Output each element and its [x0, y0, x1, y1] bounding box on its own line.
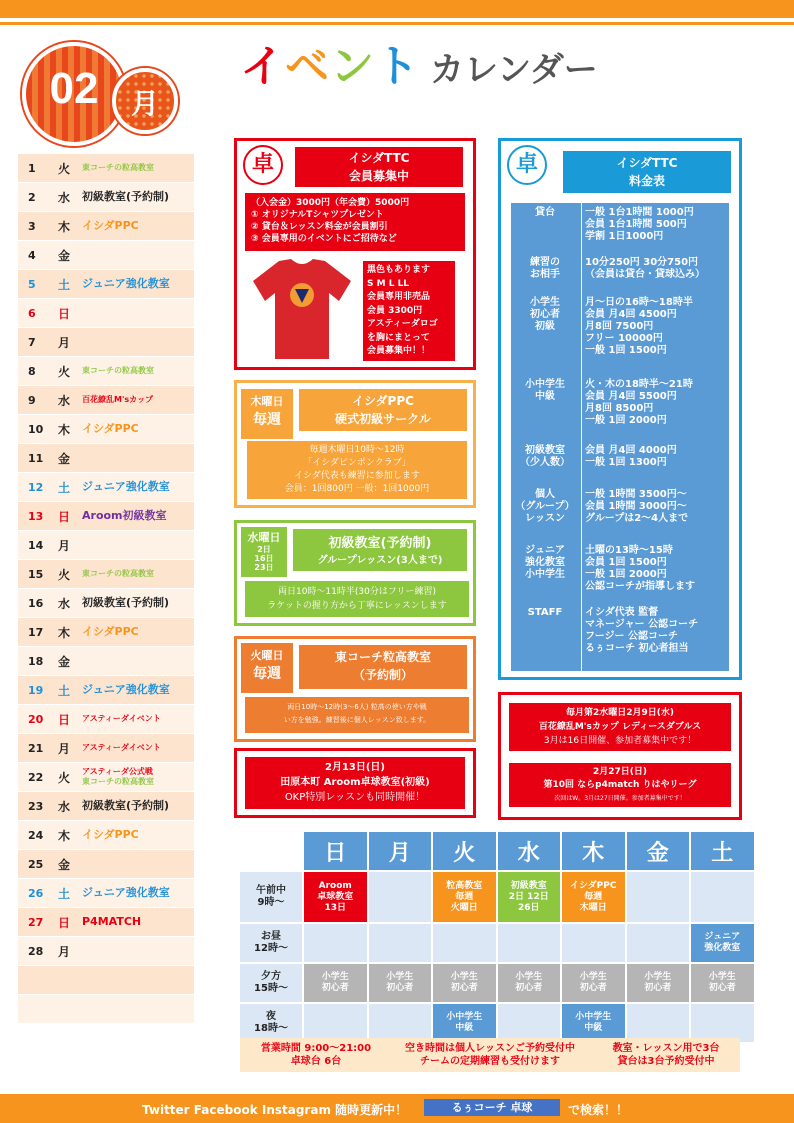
- event-label: イシダPPC: [82, 422, 139, 435]
- day-of-week: 木: [57, 828, 70, 843]
- calendar-day-row: [18, 647, 194, 676]
- beginner-tag: 水曜日 2日 16日 23日: [241, 527, 287, 577]
- free-time-note: 空き時間は個人レッスンご予約受付中: [405, 1043, 575, 1054]
- day-number: 16: [28, 596, 44, 610]
- day-number: 17: [28, 625, 44, 639]
- fee-line: グループは2～4人まで: [585, 513, 689, 524]
- event-label: 百花繚乱M'sカップ: [82, 395, 154, 404]
- day-event: [76, 801, 194, 811]
- calendar-day-row: [18, 386, 194, 415]
- fee-details: [585, 607, 727, 655]
- calendar-day-row: [18, 850, 194, 879]
- schedule-time-label: 夜 18時～: [240, 1004, 302, 1042]
- day-number: 20: [28, 712, 44, 726]
- membership-box: [234, 138, 476, 370]
- calendar-day-row: [18, 908, 194, 937]
- table-tennis-icon: 卓: [243, 145, 283, 185]
- page-title: [240, 30, 710, 90]
- hyakka-event: 毎月第2水曜日2月9日(水) 百花繚乱M'sカップ レディースダブルス 3月は16日開催、参加者募集中です！: [509, 703, 731, 751]
- tshirt-info: 黒色もあります S M L LL 会員専用非売品 会員 3300円 アスティーダロゴ を胸にまとって 会員募集中！！: [363, 261, 455, 361]
- day-number: 5: [28, 277, 36, 291]
- schedule-cell: 粒高教室 毎週 火曜日: [433, 872, 496, 922]
- schedule-cell: [369, 1004, 432, 1042]
- schedule-cell: Aroom 卓球教室 13日: [304, 872, 367, 922]
- table-tennis-icon: 卓: [507, 145, 547, 185]
- calendar-day-row: [18, 734, 194, 763]
- fee-line: 会員 月4回 4000円: [585, 445, 677, 456]
- event-label: 東コーチの粒高教室: [82, 163, 154, 172]
- day-number: 2: [28, 190, 36, 204]
- day-of-week: 火: [57, 161, 70, 176]
- day-of-week: 土: [57, 886, 70, 901]
- day-event: [76, 482, 194, 492]
- pimple-class-title: 東コーチ粒高教室 （予約制）: [299, 645, 467, 689]
- pimple-class-tag: 火曜日 毎週: [241, 643, 293, 693]
- fee-line: 会員 1台1時間 500円: [585, 219, 687, 230]
- fee-line: 公認コーチが指導します: [585, 581, 695, 592]
- fee-line: マネージャー 公認コーチ: [585, 619, 699, 630]
- calendar-day-row: [18, 270, 194, 299]
- day-of-week: 火: [57, 364, 70, 379]
- fee-line: フージー 公認コーチ: [585, 631, 678, 642]
- fee-table: [511, 203, 729, 671]
- event-label: 初級教室(予約制): [82, 799, 170, 812]
- schedule-day-header: 火: [433, 832, 496, 870]
- day-of-week: 日: [57, 306, 70, 321]
- day-of-week: 木: [57, 625, 70, 640]
- search-suffix: で検索！！: [568, 1103, 629, 1117]
- calendar-day-row: [18, 589, 194, 618]
- fee-divider: [581, 203, 582, 671]
- aroom-event: 2月13日(日) 田原本町 Aroom卓球教室(初級) OKP特別レッスンも同時開催！: [245, 757, 465, 809]
- league-events-box: [498, 692, 742, 820]
- ppc-body: 毎週木曜日10時～12時 「イシダピンポンクラブ」 イシダ代表も練習に参加します 会員：1回800円 一般：1回1000円: [247, 441, 467, 499]
- calendar-day-row: [18, 415, 194, 444]
- beginner-body: 両日10時～11時半(30分はフリー練習) ラケットの握り方から丁寧にレッスンします: [245, 581, 469, 617]
- aroom-event-box: [234, 748, 476, 818]
- day-event: [76, 366, 194, 376]
- day-number: 6: [28, 306, 36, 320]
- day-event: [76, 221, 194, 231]
- day-of-week: 土: [57, 683, 70, 698]
- schedule-footer: [240, 1038, 740, 1072]
- day-event: [76, 192, 194, 202]
- fee-details: [585, 297, 727, 357]
- day-of-week: 日: [57, 712, 70, 727]
- schedule-grid: [240, 832, 740, 1042]
- day-of-week: 木: [57, 219, 70, 234]
- schedule-cell: [691, 1004, 754, 1042]
- schedule-cell: 小学生 初心者: [627, 964, 690, 1002]
- calendar-day-row: [18, 328, 194, 357]
- day-number: 12: [28, 480, 44, 494]
- day-of-week: 火: [57, 770, 70, 785]
- day-number: 23: [28, 799, 44, 813]
- day-number: 24: [28, 828, 44, 842]
- day-of-week: 金: [57, 857, 70, 872]
- day-of-week: 木: [57, 422, 70, 437]
- calendar-day-row: [18, 763, 194, 792]
- day-of-week: 土: [57, 480, 70, 495]
- schedule-cell: [304, 1004, 367, 1042]
- weekly-schedule: [240, 832, 740, 1072]
- fee-details: [585, 207, 727, 243]
- schedule-time-label: 夕方 15時～: [240, 964, 302, 1002]
- fee-line: 一般 1時間 3500円～: [585, 489, 687, 500]
- day-event: [76, 424, 194, 434]
- day-of-week: 月: [57, 335, 70, 350]
- calendar-day-row: [18, 995, 194, 1024]
- day-number: 21: [28, 741, 44, 755]
- day-number: 7: [28, 335, 36, 349]
- tshirt-image: [249, 255, 355, 363]
- day-of-week: 水: [57, 393, 70, 408]
- schedule-cell: 小学生 初心者: [691, 964, 754, 1002]
- schedule-cell: [627, 1004, 690, 1042]
- day-of-week: 水: [57, 799, 70, 814]
- rental-tables-note: 貸台は3台予約受付中: [617, 1056, 715, 1067]
- day-of-week: 金: [57, 451, 70, 466]
- fee-line: フリー 10000円: [585, 333, 663, 344]
- calendar-day-row: [18, 183, 194, 212]
- schedule-cell: [498, 924, 561, 962]
- day-event: [76, 917, 194, 927]
- fee-line: 10分250円 30分750円: [585, 257, 699, 268]
- fee-table-box: [498, 138, 742, 680]
- fee-line: イシダ代表 監督: [585, 607, 659, 618]
- day-calendar: [18, 154, 194, 1024]
- schedule-time-label: お昼 12時～: [240, 924, 302, 962]
- day-of-week: 土: [57, 277, 70, 292]
- fee-line: 会員 月4回 5500円: [585, 391, 677, 402]
- schedule-cell: [304, 924, 367, 962]
- calendar-day-row: [18, 676, 194, 705]
- schedule-cell: [691, 872, 754, 922]
- schedule-cell: 小中学生 中級: [562, 1004, 625, 1042]
- membership-title: イシダTTC 会員募集中: [295, 147, 463, 187]
- event-label: ジュニア強化教室: [82, 683, 170, 696]
- title-calendar: カレンダー: [430, 50, 598, 90]
- day-number: 27: [28, 915, 44, 929]
- day-event: [76, 569, 194, 579]
- event-label: イシダPPC: [82, 625, 139, 638]
- day-number: 25: [28, 857, 44, 871]
- event-label: 東コーチの粒高教室: [82, 569, 154, 578]
- event-label: 初級教室(予約制): [82, 190, 170, 203]
- top-orange-line: [0, 22, 794, 25]
- day-of-week: 月: [57, 944, 70, 959]
- day-of-week: 金: [57, 654, 70, 669]
- calendar-day-row: [18, 241, 194, 270]
- schedule-cell: 小学生 初心者: [433, 964, 496, 1002]
- schedule-cell: 小学生 初心者: [369, 964, 432, 1002]
- fee-table-title: イシダTTC 料金表: [563, 151, 731, 193]
- event-label: アスティーダ公式戦: [82, 767, 153, 776]
- schedule-cell: [369, 872, 432, 922]
- schedule-cell: [498, 1004, 561, 1042]
- fee-category: 小学生 初心者 初級: [530, 297, 560, 332]
- day-event: [76, 830, 194, 840]
- schedule-cell: [627, 872, 690, 922]
- event-label: ジュニア強化教室: [82, 480, 170, 493]
- ppc-box: [234, 380, 476, 508]
- schedule-day-header: 木: [562, 832, 625, 870]
- day-of-week: 日: [57, 915, 70, 930]
- fee-details: [585, 257, 727, 281]
- beginner-title: 初級教室(予約制) グループレッスン(3人まで): [293, 529, 467, 571]
- p4match-event: 2月27日(日) 第10回 ならp4match りはやリーグ 次回はW。3月は27日開催。参加者募集中です！: [509, 763, 731, 807]
- pimple-class-box: [234, 636, 476, 742]
- calendar-day-row: [18, 154, 194, 183]
- team-practice-note: チームの定期練習も受付けます: [420, 1056, 560, 1067]
- event-label: ジュニア強化教室: [82, 886, 170, 899]
- fee-line: 一般 1回 1500円: [585, 345, 667, 356]
- calendar-day-row: [18, 705, 194, 734]
- day-of-week: 金: [57, 248, 70, 263]
- membership-benefits: （入会金）3000円（年会費）5000円 ① オリジナルTシャツプレゼント ② 貸台＆レッスン料金が会員割引 ③ 会員専用のイベントにご招待など: [245, 193, 465, 251]
- fee-line: 一般 1回 2000円: [585, 415, 667, 426]
- lesson-tables-note: 教室・レッスン用で3台: [612, 1043, 720, 1054]
- day-event: [76, 685, 194, 695]
- calendar-day-row: [18, 618, 194, 647]
- fee-category: STAFF: [527, 607, 563, 618]
- schedule-cell: [433, 924, 496, 962]
- event-label: イシダPPC: [82, 219, 139, 232]
- day-event: [76, 395, 194, 405]
- day-of-week: 日: [57, 509, 70, 524]
- schedule-cell: イシダPPC 毎週 木曜日: [562, 872, 625, 922]
- day-number: 1: [28, 161, 36, 175]
- top-orange-bar: [0, 0, 794, 18]
- fee-line: 会員 1時間 3000円～: [585, 501, 687, 512]
- fee-category: 小中学生 中級: [525, 379, 565, 402]
- schedule-time-label: 午前中 9時～: [240, 872, 302, 922]
- fee-line: 月8回 8500円: [585, 403, 654, 414]
- calendar-day-row: [18, 937, 194, 966]
- schedule-cell: 小学生 初心者: [498, 964, 561, 1002]
- month-badge: [22, 42, 180, 150]
- fee-details: [585, 445, 727, 469]
- day-number: 14: [28, 538, 44, 552]
- fee-category: 個人 （グループ） レッスン: [515, 489, 575, 524]
- calendar-day-row: [18, 444, 194, 473]
- calendar-day-row: [18, 473, 194, 502]
- calendar-day-row: [18, 212, 194, 241]
- event-label: P4MATCH: [82, 915, 142, 928]
- day-event: [76, 511, 194, 521]
- event-label: ジュニア強化教室: [82, 277, 170, 290]
- day-number: 18: [28, 654, 44, 668]
- ppc-tag: 木曜日 毎週: [241, 389, 293, 439]
- day-number: 15: [28, 567, 44, 581]
- day-event: [76, 279, 194, 289]
- event-label: イシダPPC: [82, 828, 139, 841]
- fee-line: 土曜の13時～15時: [585, 545, 673, 556]
- sns-text: Twitter Facebook Instagram 随時更新中！: [142, 1103, 408, 1117]
- title-event: イベント: [240, 41, 420, 92]
- day-number: 28: [28, 944, 44, 958]
- schedule-cell: 小学生 初心者: [562, 964, 625, 1002]
- schedule-day-header: 金: [627, 832, 690, 870]
- fee-details: [585, 489, 727, 525]
- fee-line: るぅコーチ 初心者担当: [585, 643, 689, 654]
- business-hours: 営業時間 9:00～21:00: [260, 1043, 372, 1054]
- search-keyword-box: るぅコーチ 卓球: [424, 1099, 560, 1116]
- fee-line: 一般 1回 2000円: [585, 569, 667, 580]
- fee-line: （会員は貸台・貸球込み）: [585, 269, 705, 280]
- calendar-day-row: [18, 299, 194, 328]
- calendar-day-row: [18, 879, 194, 908]
- day-of-week: 水: [57, 190, 70, 205]
- day-number: 8: [28, 364, 36, 378]
- schedule-cell: 小学生 初心者: [304, 964, 367, 1002]
- schedule-cell: [369, 924, 432, 962]
- schedule-cell: [627, 924, 690, 962]
- calendar-day-row: [18, 792, 194, 821]
- calendar-day-row: [18, 531, 194, 560]
- schedule-day-header: 月: [369, 832, 432, 870]
- calendar-day-row: [18, 966, 194, 995]
- day-number: 19: [28, 683, 44, 697]
- event-label: 東コーチの粒高教室: [82, 366, 154, 375]
- day-number: 26: [28, 886, 44, 900]
- fee-line: 学割 1日1000円: [585, 231, 664, 242]
- fee-details: [585, 379, 727, 427]
- fee-line: 火・木の18時半～21時: [585, 379, 693, 390]
- schedule-cell: [562, 924, 625, 962]
- schedule-cell: ジュニア 強化教室: [691, 924, 754, 962]
- event-label: アスティーダイベント: [82, 743, 161, 752]
- fee-line: 月～日の16時～18時半: [585, 297, 693, 308]
- fee-line: 会員 1回 1500円: [585, 557, 667, 568]
- event-label: アスティーダイベント: [82, 714, 161, 723]
- day-number: 10: [28, 422, 44, 436]
- fee-line: 一般 1台1時間 1000円: [585, 207, 694, 218]
- day-of-week: 月: [57, 538, 70, 553]
- month-kanji: 月: [130, 87, 159, 120]
- calendar-day-row: [18, 502, 194, 531]
- fee-category: 練習の お相手: [530, 257, 560, 280]
- day-event: [76, 714, 194, 724]
- schedule-day-header: 水: [498, 832, 561, 870]
- day-event: [76, 163, 194, 173]
- calendar-day-row: [18, 357, 194, 386]
- schedule-cell: 小中学生 中級: [433, 1004, 496, 1042]
- day-number: 13: [28, 509, 44, 523]
- fee-details: [585, 545, 727, 593]
- day-number: 4: [28, 248, 36, 262]
- day-number: 22: [28, 770, 44, 784]
- fee-line: 会員 月4回 4500円: [585, 309, 677, 320]
- schedule-day-header: 日: [304, 832, 367, 870]
- schedule-corner: [240, 832, 302, 870]
- fee-line: 月8回 7500円: [585, 321, 654, 332]
- event-label: 初級教室(予約制): [82, 596, 170, 609]
- day-of-week: 月: [57, 741, 70, 756]
- fee-category: 初級教室 （少人数）: [520, 445, 570, 468]
- fee-category: 貸台: [535, 207, 555, 218]
- day-of-week: 火: [57, 567, 70, 582]
- pimple-class-body: 両日10時～12時(3～6人) 粒高の使い方や戦 い方を勉強。練習後に個人レッスン致します。: [245, 697, 469, 733]
- day-event: [76, 888, 194, 898]
- day-number: 11: [28, 451, 44, 465]
- fee-line: 一般 1回 1300円: [585, 457, 667, 468]
- table-count: 卓球台 6台: [290, 1056, 342, 1067]
- fee-category: ジュニア 強化教室 小中学生: [525, 545, 565, 580]
- day-number: 3: [28, 219, 36, 233]
- event-label: 東コーチの粒高教室: [82, 777, 154, 786]
- schedule-day-header: 土: [691, 832, 754, 870]
- calendar-day-row: [18, 821, 194, 850]
- day-event: [76, 743, 194, 753]
- day-of-week: 水: [57, 596, 70, 611]
- day-event: [76, 598, 194, 608]
- schedule-cell: 初級教室 2日 12日 26日: [498, 872, 561, 922]
- ppc-title: イシダPPC 硬式初級サークル: [299, 389, 467, 431]
- month-number: 02: [49, 64, 99, 113]
- calendar-day-row: [18, 560, 194, 589]
- day-number: 9: [28, 393, 36, 407]
- event-label: Aroom初級教室: [82, 509, 167, 522]
- day-event: [76, 767, 194, 787]
- day-event: [76, 627, 194, 637]
- beginner-box: [234, 520, 476, 626]
- footer-bar: [0, 1094, 794, 1123]
